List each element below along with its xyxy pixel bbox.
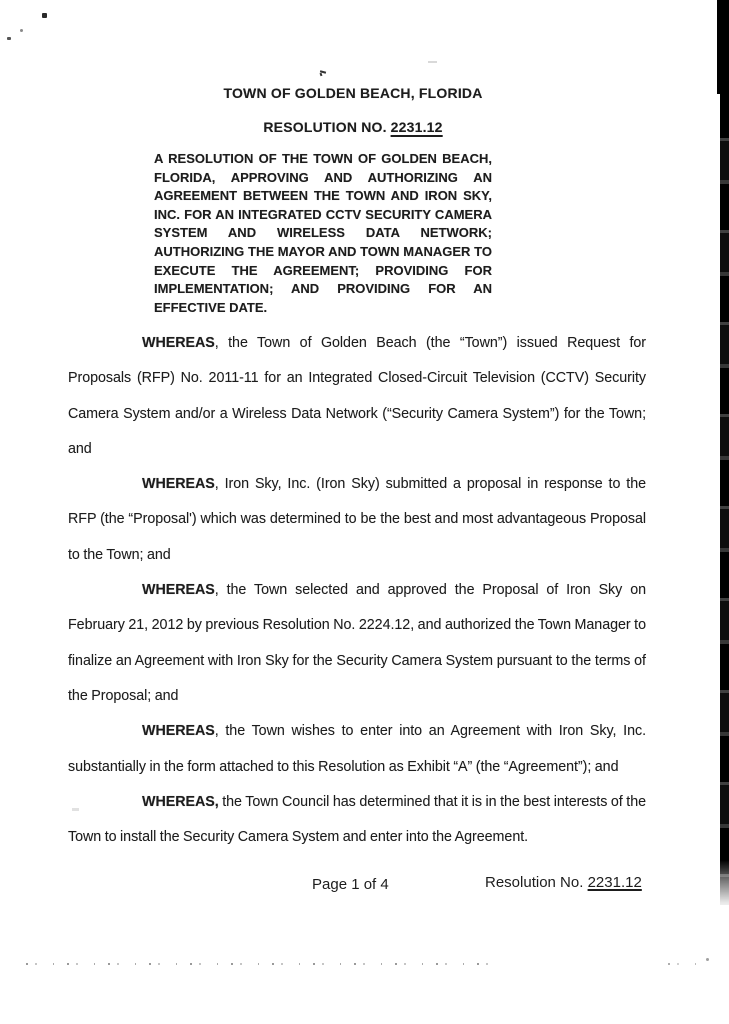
resolution-number-heading xyxy=(0,119,706,135)
caption-line: AGREEMENT BETWEEN THE TOWN AND IRON SKY, xyxy=(154,188,492,204)
scanner-edge-bar xyxy=(720,0,729,905)
clause-text: , the Town wishes to enter into an Agreement with Iron Sky, Inc. substantially in the form attached to this Resolution as Exhibit “A” (the “Agreement”); and xyxy=(68,723,646,775)
scan-speck xyxy=(42,13,47,18)
resolution-number: 2231.12 xyxy=(390,119,443,135)
scanner-edge-bar-top xyxy=(717,0,729,94)
clause-text: the Town Council has determined that it is in the best interests of the Town to install the Security Camera System and enter into the Agreement. xyxy=(68,793,646,846)
whereas-lead: WHEREAS xyxy=(142,335,215,351)
caption-line: EXECUTE THE AGREEMENT; PROVIDING FOR xyxy=(154,262,492,278)
whereas-clause xyxy=(68,785,646,856)
whereas-clause xyxy=(68,573,646,714)
scan-speck xyxy=(72,808,79,811)
footer-resolution-prefix: Resolution No. xyxy=(485,874,584,891)
scan-dash-line xyxy=(26,963,496,965)
footer-resolution-value: 2231.12 xyxy=(587,874,642,891)
caption-line: IMPLEMENTATION; AND PROVIDING FOR AN xyxy=(154,281,492,297)
caption-line: EFFECTIVE DATE. xyxy=(154,299,268,315)
document-title: TOWN OF GOLDEN BEACH, FLORIDA xyxy=(223,85,483,101)
scan-speck xyxy=(428,61,437,63)
whereas-clause xyxy=(68,714,646,785)
clause-text: , the Town of Golden Beach (the “Town”) issued Request for Proposals (RFP) No. 2011-11 for an Integrated Closed-Circuit Television (CCTV) Security Camera System and/or a Wireless Data Network (“Security Camera System”) for the Town; and xyxy=(68,335,646,457)
scan-speck xyxy=(7,37,11,40)
whereas-lead: WHEREAS xyxy=(142,582,215,599)
footer-resolution-number xyxy=(485,874,642,891)
whereas-clause xyxy=(68,467,646,573)
clause-text: , Iron Sky, Inc. (Iron Sky) submitted a proposal in response to the RFP (the “Proposal') which was determined to be the best and most advantageous Proposal to the Town; and xyxy=(68,476,646,563)
whereas-lead: WHEREAS xyxy=(142,476,215,493)
scan-pen-mark xyxy=(320,70,326,76)
scan-speck xyxy=(20,29,23,32)
caption-line: SYSTEM AND WIRELESS DATA NETWORK; xyxy=(154,225,492,241)
document-body xyxy=(68,326,646,855)
caption-line: FLORIDA, APPROVING AND AUTHORIZING AN xyxy=(154,169,492,185)
scan-speck xyxy=(706,958,709,961)
scanner-edge-fade xyxy=(719,860,729,910)
whereas-clause xyxy=(68,326,646,467)
caption-line: A RESOLUTION OF THE TOWN OF GOLDEN BEACH, xyxy=(154,151,492,166)
page-indicator: Page 1 of 4 xyxy=(312,876,389,893)
caption-line: INC. FOR AN INTEGRATED CCTV SECURITY CAMERA xyxy=(154,206,492,222)
whereas-lead: WHEREAS, xyxy=(142,793,219,810)
scan-dash-line xyxy=(668,963,702,965)
resolution-prefix: RESOLUTION NO. xyxy=(263,119,387,135)
clause-text: , the Town selected and approved the Proposal of Iron Sky on February 21, 2012 by previous Resolution No. 2224.12, and authorized the Town Manager to finalize an Agreement with Iron Sky for the Security Camera System pursuant to the terms of the Proposal; and xyxy=(68,582,646,704)
caption-line: AUTHORIZING THE MAYOR AND TOWN MANAGER TO xyxy=(154,243,492,259)
whereas-lead: WHEREAS xyxy=(142,723,215,740)
resolution-caption xyxy=(154,150,492,317)
